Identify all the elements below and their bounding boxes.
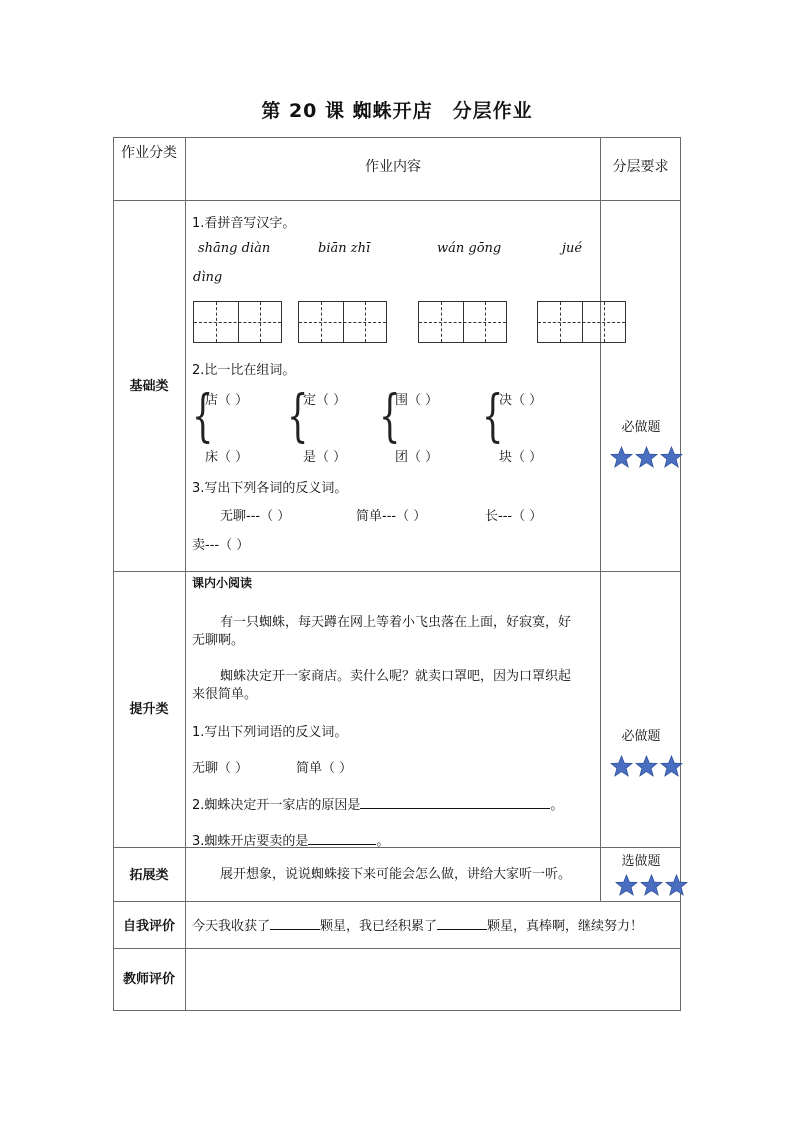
antonym-4: 卖---（ ） (192, 538, 250, 553)
advanced-q2 (192, 794, 563, 813)
self-eval-part3: 颗星，真棒啊，继续努力！ (487, 919, 644, 934)
basic-q3-title: 3.写出下列各词的反义词。 (192, 481, 348, 496)
brace-4: { (482, 384, 504, 449)
star-icon (660, 446, 683, 468)
self-eval-part2: 颗星，我已经积累了 (320, 919, 438, 934)
antonym-2: 简单---（ ） (356, 509, 427, 524)
header-content: 作业内容 (365, 159, 421, 175)
advanced-q1-item-1: 无聊（ ） (192, 761, 249, 776)
self-eval-text (192, 915, 643, 934)
star-icon (610, 755, 633, 777)
extension-requirement: 选做题 (621, 854, 661, 869)
pinyin-5: dìng (193, 270, 223, 285)
star-icon (660, 755, 683, 777)
writing-grid-1[interactable] (193, 301, 282, 343)
reading-title: 课内小阅读 (192, 576, 253, 590)
answer-blank[interactable] (308, 832, 376, 845)
advanced-q1-title: 1.写出下列词语的反义词。 (192, 725, 348, 740)
advanced-requirement: 必做题 (621, 729, 661, 744)
pinyin-1: shāng diàn (198, 241, 271, 256)
compare-top-2: 定（ ） (303, 393, 347, 408)
writing-grid-3[interactable] (418, 301, 507, 343)
brace-2: { (287, 384, 309, 449)
advanced-q3-text: 3.蜘蛛开店要卖的是 (192, 834, 309, 849)
compare-top-3: 围（ ） (395, 393, 439, 408)
header-category: 作业分类 (121, 145, 177, 161)
star-icon (665, 874, 688, 896)
compare-bottom-2: 是（ ） (303, 450, 347, 465)
antonym-3: 长---（ ） (485, 509, 543, 524)
star-icon (615, 874, 638, 896)
advanced-stars (610, 755, 683, 777)
reading-para1-line2: 无聊啊。 (192, 633, 245, 648)
reading-para2-line2: 来很简单。 (192, 687, 258, 702)
compare-top-1: 店（ ） (205, 393, 249, 408)
compare-bottom-4: 块（ ） (499, 450, 543, 465)
compare-bottom-3: 团（ ） (395, 450, 439, 465)
page-title: 第 20 课 蜘蛛开店 分层作业 (261, 100, 533, 122)
basic-requirement: 必做题 (621, 420, 661, 435)
basic-category: 基础类 (129, 379, 169, 394)
star-icon (610, 446, 633, 468)
answer-blank[interactable] (360, 796, 550, 809)
extension-text: 展开想象，说说蜘蛛接下来可能会怎么做，讲给大家听一听。 (220, 867, 572, 882)
brace-3: { (379, 384, 401, 449)
brace-1: { (192, 384, 214, 449)
advanced-q3-end: 。 (376, 834, 390, 849)
advanced-q2-end: 。 (550, 798, 564, 813)
compare-bottom-1: 床（ ） (205, 450, 249, 465)
header-requirement: 分层要求 (612, 159, 669, 175)
reading-para1-line1: 有一只蜘蛛，每天蹲在网上等着小飞虫落在上面，好寂寞，好 (220, 615, 572, 630)
teacher-eval-area[interactable] (186, 949, 680, 1010)
antonym-1: 无聊---（ ） (220, 509, 291, 524)
pinyin-3: wán gōng (437, 241, 502, 256)
self-eval-category: 自我评价 (122, 919, 175, 934)
writing-grid-2[interactable] (298, 301, 387, 343)
pinyin-4: jué (562, 241, 583, 256)
compare-top-4: 决（ ） (499, 393, 543, 408)
pinyin-2: biān zhī (318, 241, 371, 256)
teacher-eval-category: 教师评价 (122, 972, 175, 987)
basic-stars (610, 446, 683, 468)
reading-para2-line1: 蜘蛛决定开一家商店。卖什么呢？就卖口罩吧，因为口罩织起 (220, 669, 572, 684)
advanced-q1-item-2: 简单（ ） (296, 761, 353, 776)
advanced-q3 (192, 830, 389, 849)
star-icon (640, 874, 663, 896)
advanced-category: 提升类 (129, 702, 169, 717)
extension-stars (615, 874, 688, 896)
self-eval-part1: 今天我收获了 (192, 919, 271, 934)
answer-blank[interactable] (437, 917, 487, 930)
advanced-q2-text: 2.蜘蛛决定开一家店的原因是 (192, 798, 361, 813)
answer-blank[interactable] (270, 917, 320, 930)
basic-q1-title: 1.看拼音写汉字。 (192, 216, 296, 231)
star-icon (635, 446, 658, 468)
star-icon (635, 755, 658, 777)
basic-q2-title: 2.比一比在组词。 (192, 363, 296, 378)
writing-grid-4[interactable] (537, 301, 626, 343)
extension-category: 拓展类 (129, 868, 169, 883)
